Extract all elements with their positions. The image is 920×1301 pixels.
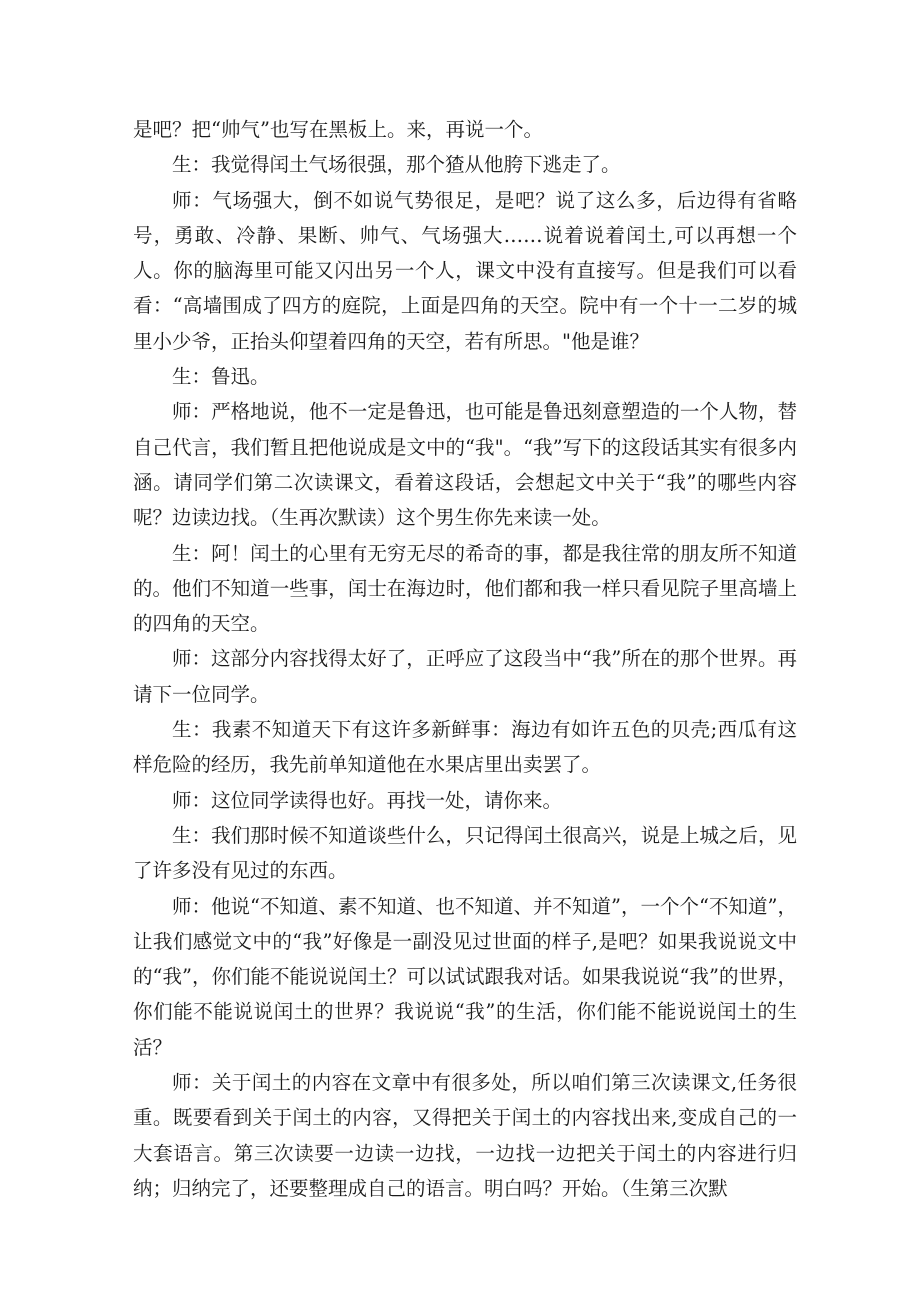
lesson-transcript (133, 112, 797, 1206)
paragraph: 师：严格地说，他不一定是鲁迅，也可能是鲁迅刻意塑造的一个人物，替自己代言，我们暂且把他说成是文中的“我"。“我”写下的这段话其实有很多内涵。请同学们第二次读课文，看着这段话，会想起文中关于“我”的哪些内容呢？边读边找。（生再次默读）这个男生你先来读一处。 (133, 400, 797, 530)
paragraph: 生：鲁迅。 (172, 365, 270, 389)
paragraph: 师：关于闰土的内容在文章中有很多处，所以咱们第三次读课文,任务很重。既要看到关于闰土的内容，又得把关于闰土的内容找出来,变成自己的一大套语言。第三次读要一边读一边找，一边找一边把关于闰土的内容进行归纳；归纳完了，还要整理成自己的语言。明白吗？开始。（生第三次默 (133, 1071, 797, 1200)
paragraph: 师：这部分内容找得太好了，正呼应了这段当中“我”所在的那个世界。再请下一位同学。 (133, 647, 797, 706)
paragraph: 师：气场强大，倒不如说气势很足，是吧？说了这么多，后边得有省略号，勇敢、冷静、果断、帅气、气场强大……说着说着闰土,可以再想一个人。你的脑海里可能又闪出另一个人，课文中没有直接写。但是我们可以看看：“高墙围成了四方的庭院，上面是四角的天空。院中有一个十一二岁的城里小少爷，正抬头仰望着四角的天空，若有所思。"他是谁？ (133, 188, 797, 353)
paragraph: 师：他说“不知道、素不知道、也不知道、并不知道”，一个个“不知道”，让我们感觉文中的“我”好像是一副没见过世面的样子,是吧？如果我说说文中的“我”，你们能不能说说闰土？可以试试跟我对话。如果我说说“我”的世界，你们能不能说说闰土的世界？我说说“我”的生活，你们能不能说说闰土的生活？ (133, 894, 797, 1059)
paragraph: 师：这位同学读得也好。再找一处，请你来。 (172, 788, 563, 812)
paragraph: 生：我们那时候不知道谈些什么，只记得闰土很高兴，说是上城之后，见了许多没有见过的东西。 (133, 823, 797, 883)
paragraph: 生：我觉得闰土气场很强，那个猹从他胯下逃走了。 (172, 153, 621, 177)
paragraph: 生：我素不知道天下有这许多新鲜事：海边有如许五色的贝壳;西瓜有这样危险的经历，我先前单知道他在水果店里出卖罢了。 (133, 718, 797, 777)
paragraph: 是吧？把“帅气”也写在黑板上。来，再说一个。 (133, 118, 543, 141)
paragraph: 生：阿！闰土的心里有无穷无尽的希奇的事，都是我往常的朋友所不知道的。他们不知道一些事，闰士在海边时，他们都和我一样只看见院子里高墙上的四角的天空。 (133, 541, 797, 636)
